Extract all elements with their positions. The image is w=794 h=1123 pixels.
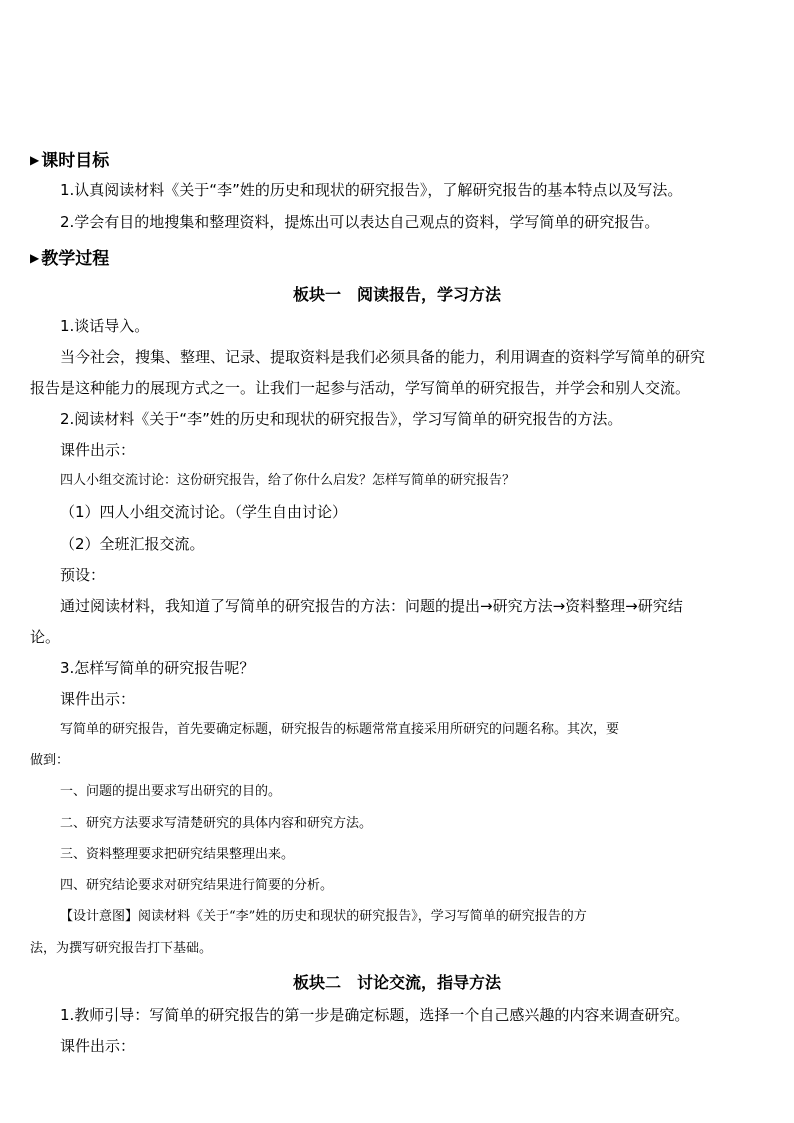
section1-title: 板块一 阅读报告，学习方法 [292,285,502,304]
process-heading: ▶ 教学过程 [30,249,110,269]
method-line-1: 写简单的研究报告，首先要确定标题，研究报告的标题常常直接采用所研究的问题名称。其次，要 [60,722,620,737]
objective-item-2: 2.学会有目的地搜集和整理资料，提炼出可以表达自己观点的资料，学写简单的研究报告。 [60,213,660,231]
preset-label: 预设： [60,566,106,584]
section1-step2: 2.阅读材料《关于“李”姓的历史和现状的研究报告》，学习写简单的研究报告的方法。 [60,410,623,428]
courseware-label-1: 课件出示： [60,441,136,459]
method-line-2: 做到： [30,753,70,768]
discussion-prompt: 四人小组交流讨论：这份研究报告，给了你什么启发？怎样写简单的研究报告？ [60,473,516,488]
method-point-2: 二、研究方法要求写清楚研究的具体内容和研究方法。 [60,816,373,831]
objective-item-1: 1.认真阅读材料《关于“李”姓的历史和现状的研究报告》，了解研究报告的基本特点以及写法。 [60,181,683,199]
courseware-label-3: 课件出示： [60,1037,136,1055]
triangle-bullet-icon: ▶ [30,251,40,265]
courseware-label-2: 课件出示： [60,690,136,708]
preset-line-2: 论。 [30,628,61,646]
preset-line-1: 通过阅读材料，我知道了写简单的研究报告的方法：问题的提出→研究方法→资料整理→研究结 [60,597,683,615]
section2-title: 板块二 讨论交流，指导方法 [292,973,502,992]
sub-step-2: （2）全班汇报交流。 [60,535,205,553]
section2-step1: 1.教师引导：写简单的研究报告的第一步是确定标题，选择一个自己感兴趣的内容来调查研究。 [60,1006,690,1024]
objectives-heading: ▶ 课时目标 [30,151,110,171]
design-intent-line-2: 法，为撰写研究报告打下基础。 [30,941,213,956]
section1-step1: 1.谈话导入。 [60,317,150,335]
design-intent-line-1: 【设计意图】阅读材料《关于“李”姓的历史和现状的研究报告》，学习写简单的研究报告的方 [60,909,587,924]
sub-step-1: （1）四人小组交流讨论。（学生自由讨论） [60,503,348,521]
section1-step3: 3.怎样写简单的研究报告呢？ [60,659,255,677]
method-point-4: 四、研究结论要求对研究结果进行简要的分析。 [60,878,334,893]
method-point-1: 一、问题的提出要求写出研究的目的。 [60,784,282,799]
intro-line-2: 报告是这种能力的展现方式之一。让我们一起参与活动，学写简单的研究报告，并学会和别人交流。 [30,379,691,397]
intro-line-1: 当今社会，搜集、整理、记录、提取资料是我们必须具备的能力，利用调查的资料学写简单的研究 [60,348,706,366]
method-point-3: 三、资料整理要求把研究结果整理出来。 [60,847,295,862]
triangle-bullet-icon: ▶ [30,153,40,167]
